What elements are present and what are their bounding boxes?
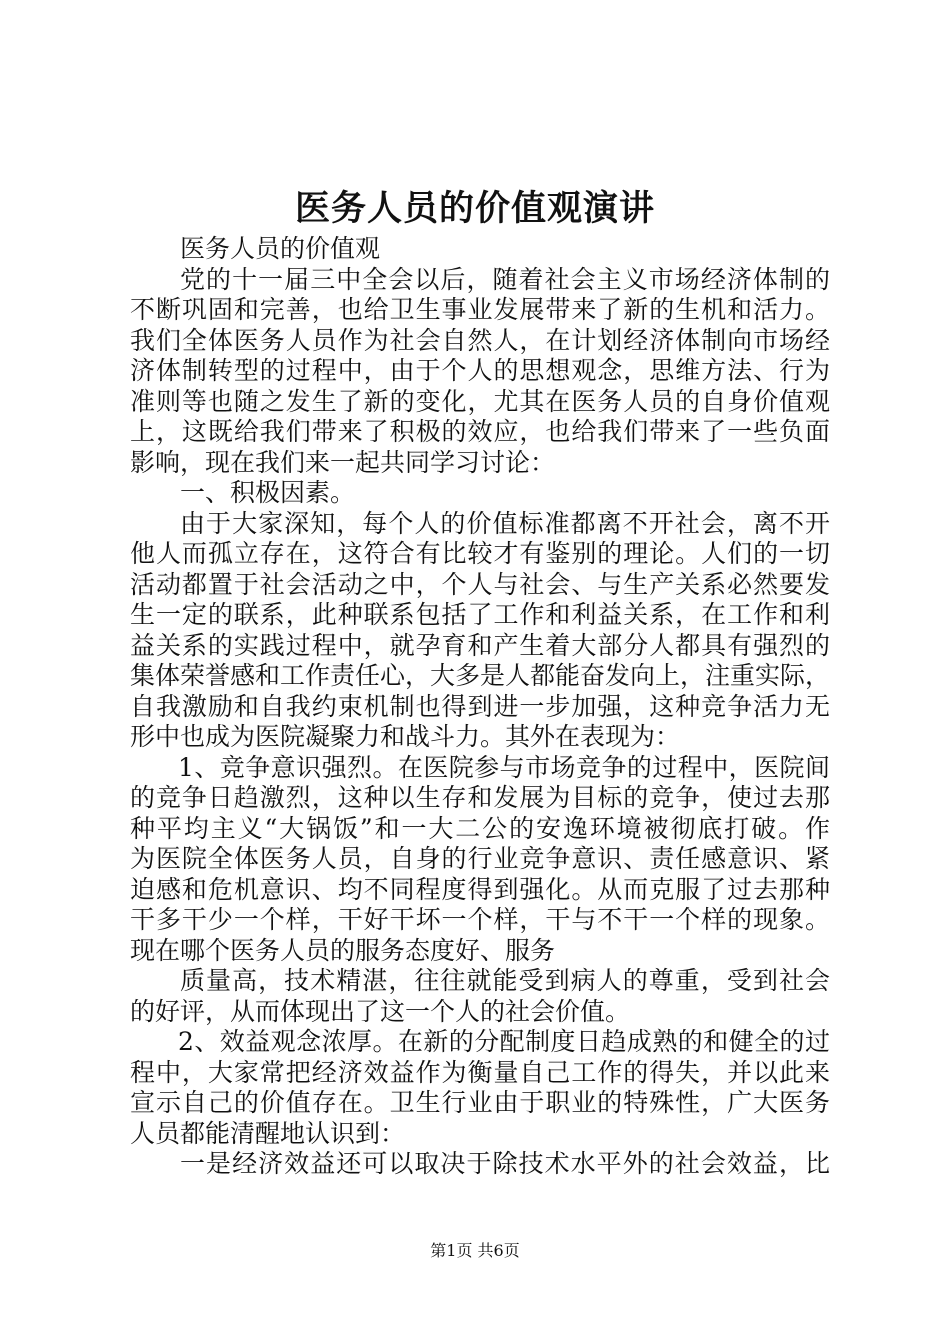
body-line: 形中也成为医院凝聚力和战斗力。其外在表现为： [130, 722, 681, 751]
body-line: 现在哪个医务人员的服务态度好、服务 [130, 935, 556, 965]
document-body [130, 234, 830, 1180]
body-line: 集体荣誉感和工作责任心，大多是人都能奋发向上，注重实际， [130, 661, 831, 690]
body-line: 1、竞争意识强烈。在医院参与市场竞争的过程中，医院间 [178, 752, 830, 782]
body-line: 自我激励和自我约束机制也得到进一步加强，这种竞争活力无 [130, 691, 830, 721]
body-line: 干多干少一个样，干好干坏一个样，干与不干一个样的现象。 [130, 905, 830, 934]
page-number: 第1页 共6页 [430, 1241, 520, 1260]
body-line: 程中，大家常把经济效益作为衡量自己工作的得失，并以此来 [130, 1057, 830, 1087]
body-line: 人员都能清醒地认识到： [130, 1118, 406, 1148]
body-line: 种平均主义“大锅饭”和一大二公的安逸环境被彻底打破。作 [130, 813, 830, 843]
body-line: 益关系的实践过程中，就孕育和产生着大部分人都具有强烈的 [130, 630, 830, 660]
body-line: 迫感和危机意识、均不同程度得到强化。从而克服了过去那种 [130, 874, 830, 904]
body-line: 他人而孤立存在，这符合有比较才有鉴别的理论。人们的一切 [130, 539, 830, 568]
body-line: 活动都置于社会活动之中，个人与社会、与生产关系必然要发 [130, 569, 830, 599]
body-line: 影响，现在我们来一起共同学习讨论： [130, 447, 556, 477]
body-line: 医务人员的价值观 [180, 234, 381, 263]
body-line: 的竞争日趋激烈，这种以生存和发展为目标的竞争，使过去那 [130, 783, 830, 812]
body-line: 准则等也随之发生了新的变化，尤其在医务人员的自身价值观 [130, 386, 830, 416]
document-title: 医务人员的价值观演讲 [294, 189, 655, 229]
body-line: 宣示自己的价值存在。卫生行业由于职业的特殊性，广大医务 [130, 1088, 830, 1117]
body-line: 为医院全体医务人员，自身的行业竞争意识、责任感意识、紧 [130, 844, 830, 873]
body-line: 党的十一届三中全会以后，随着社会主义市场经济体制的 [180, 264, 830, 294]
body-line: 质量高，技术精湛，往往就能受到病人的尊重，受到社会 [180, 966, 830, 995]
body-line: 由于大家深知，每个人的价值标准都离不开社会，离不开 [180, 508, 830, 538]
body-line: 一是经济效益还可以取决于除技术水平外的社会效益，比 [180, 1149, 830, 1178]
section-heading: 一、积极因素。 [180, 478, 356, 507]
body-line: 的好评，从而体现出了这一个人的社会价值。 [130, 996, 631, 1026]
body-line: 我们全体医务人员作为社会自然人，在计划经济体制向市场经 [130, 325, 830, 355]
body-line: 2、效益观念浓厚。在新的分配制度日趋成熟的和健全的过 [178, 1027, 830, 1056]
body-line: 济体制转型的过程中，由于个人的思想观念，思维方法、行为 [130, 356, 830, 385]
body-line: 上，这既给我们带来了积极的效应，也给我们带来了一些负面 [130, 417, 830, 446]
body-line: 生一定的联系，此种联系包括了工作和利益关系，在工作和利 [130, 600, 830, 629]
body-line: 不断巩固和完善，也给卫生事业发展带来了新的生机和活力。 [130, 295, 830, 324]
